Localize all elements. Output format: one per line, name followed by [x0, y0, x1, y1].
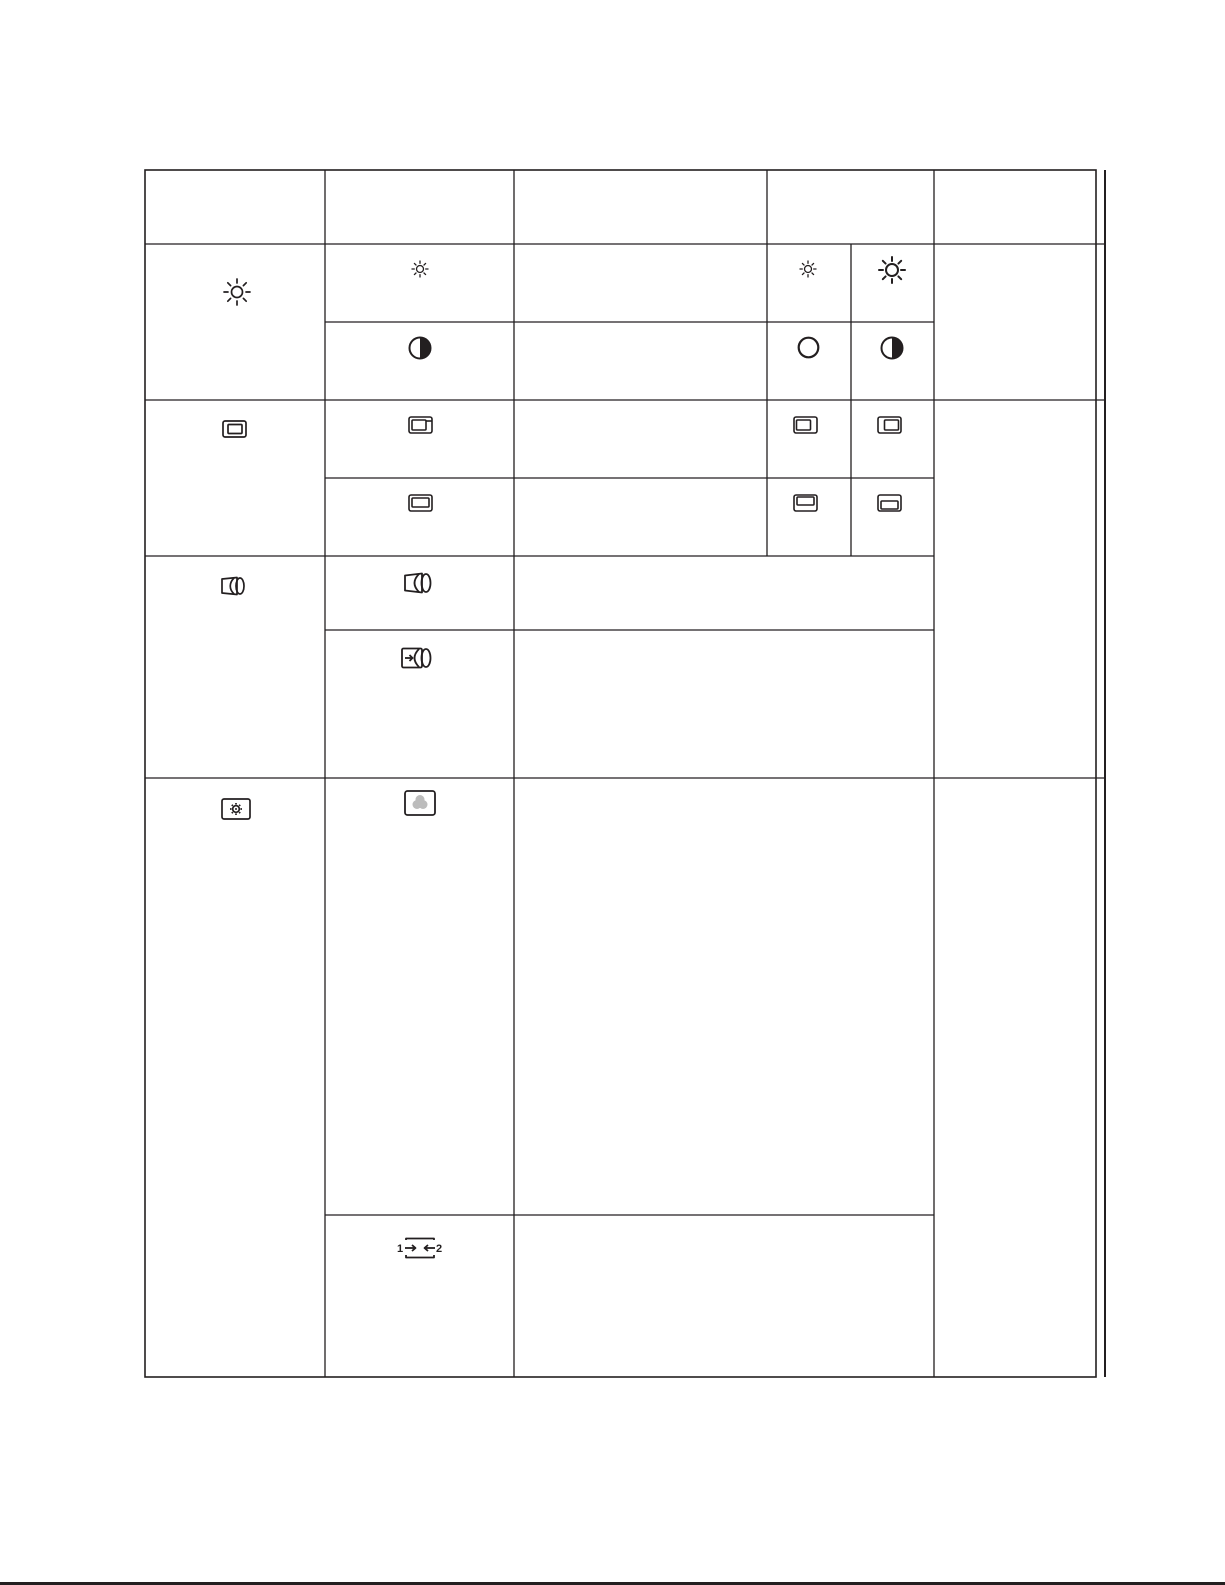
description-cell	[516, 402, 765, 476]
input-label-2: 2	[436, 1243, 443, 1255]
sun-small-icon	[411, 260, 429, 278]
vertical-position-up-icon	[793, 494, 819, 512]
header-cell	[147, 172, 323, 242]
header-cell	[327, 172, 512, 242]
image-setup-icon	[220, 576, 246, 596]
circle-outline-icon	[797, 336, 820, 359]
horizontal-position-left-icon	[793, 416, 819, 434]
manual-image-setup-icon	[401, 647, 433, 669]
image-setup-icon	[403, 572, 433, 594]
description-cell	[516, 246, 765, 320]
description-cell	[516, 780, 932, 1213]
header-cell	[769, 172, 932, 242]
horizontal-position-right-icon	[877, 416, 903, 434]
header-cell	[936, 172, 1103, 242]
vertical-position-down-icon	[877, 494, 903, 512]
sun-small-icon	[799, 260, 817, 278]
input-signal-icon	[397, 1237, 443, 1259]
description-cell	[516, 324, 765, 398]
image-position-icon	[222, 420, 248, 438]
horizontal-position-icon	[408, 416, 434, 434]
sun-icon	[223, 278, 251, 306]
vertical-position-icon	[408, 494, 434, 512]
contrast-icon	[880, 336, 904, 360]
description-cell	[516, 1217, 932, 1375]
description-cell	[516, 480, 765, 554]
input-label-1: 1	[397, 1243, 404, 1255]
description-cell	[516, 558, 932, 628]
contrast-icon	[408, 336, 432, 360]
sun-large-icon	[878, 256, 906, 284]
color-icon	[404, 790, 436, 816]
image-properties-icon	[221, 798, 251, 820]
description-cell	[516, 632, 932, 776]
header-cell	[516, 172, 765, 242]
